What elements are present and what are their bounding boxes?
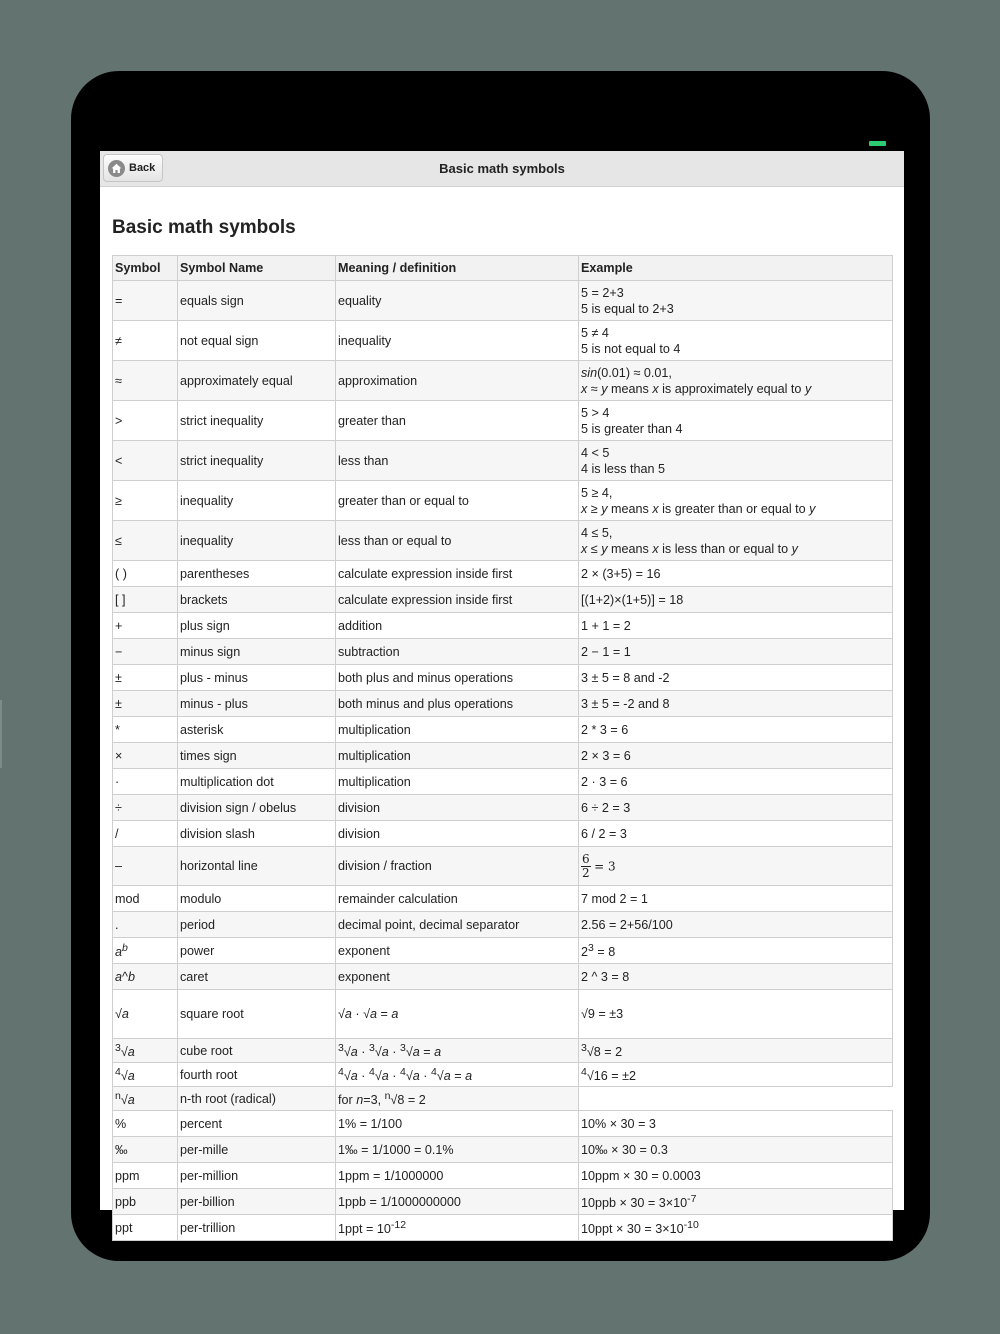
back-button-label: Back [129,162,156,174]
symbol-name-cell: per-billion [178,1189,336,1215]
table-row [113,717,893,743]
symbol-cell: ≥ [113,481,178,521]
table-body [113,281,893,1241]
symbol-name-cell: approximately equal [178,361,336,401]
navigation-bar [100,151,904,187]
example-cell [579,1087,893,1111]
symbol-cell: + [113,613,178,639]
meaning-cell: less than [336,441,579,481]
table-row [113,639,893,665]
table-row [113,1163,893,1189]
symbol-cell: $^3$√a [113,1039,178,1063]
symbol-cell: · [113,769,178,795]
example-cell: $10ppt \times 30 = 3\times 10^{-10}$ [579,1215,893,1241]
example-cell: $^4$√16 = ±2 [579,1063,893,1087]
symbol-cell: ÷ [113,795,178,821]
example-cell: 5 > 4 5 is greater than 4 [579,401,893,441]
symbol-cell: ppm [113,1163,178,1189]
table-row [113,441,893,481]
example-cell: $2^3 = 8$ [579,938,893,964]
main-content [112,187,892,1241]
table-row [113,1063,893,1087]
symbol-cell: $^4$√a [113,1063,178,1087]
example-cell: 10‰ × 30 = 0.3 [579,1137,893,1163]
symbol-name-cell: plus - minus [178,665,336,691]
fraction-denominator: 2 [582,865,590,880]
symbol-name-cell: strict inequality [178,441,336,481]
symbol-name-cell: division sign / obelus [178,795,336,821]
symbol-cell: ± [113,691,178,717]
table-row [113,521,893,561]
symbol-name-cell: caret [178,964,336,990]
column-header-symbol-name: Symbol Name [178,256,336,281]
table-row [113,1111,893,1137]
column-header-meaning: Meaning / definition [336,256,579,281]
table-row [113,795,893,821]
navbar-title: Basic math symbols [439,161,565,176]
symbol-cell: ≈ [113,361,178,401]
symbol-name-cell: per-mille [178,1137,336,1163]
meaning-cell: √a · √a = a [336,990,579,1039]
table-header-row [113,256,893,281]
table-row [113,886,893,912]
symbol-cell: = [113,281,178,321]
example-cell [579,847,893,886]
example-cell: $10ppb \times 30 = 3\times 10^{-7}$ [579,1189,893,1215]
symbol-cell: √a [113,990,178,1039]
symbol-name-cell: fourth root [178,1063,336,1087]
status-indicator [869,141,886,146]
meaning-cell: 1ppb = 1/1000000000 [336,1189,579,1215]
table-row [113,938,893,964]
meaning-cell: approximation [336,361,579,401]
table-row [113,990,893,1039]
symbol-cell: ( ) [113,561,178,587]
symbol-cell: a^b [113,964,178,990]
symbol-name-cell: cube root [178,1039,336,1063]
symbol-cell: / [113,821,178,847]
edge-nub [0,700,2,768]
example-cell: 2 × (3+5) = 16 [579,561,893,587]
meaning-cell: 1% = 1/100 [336,1111,579,1137]
example-cell: 6 / 2 = 3 [579,821,893,847]
meaning-cell: multiplication [336,717,579,743]
meaning-cell: equality [336,281,579,321]
symbol-name-cell: brackets [178,587,336,613]
symbol-cell: $a^b$ [113,938,178,964]
table-row [113,691,893,717]
example-cell: 1 + 1 = 2 [579,613,893,639]
meaning-cell: multiplication [336,769,579,795]
table-row [113,361,893,401]
example-cell: 3 ± 5 = -2 and 8 [579,691,893,717]
symbol-name-cell: modulo [178,886,336,912]
symbol-name-cell: percent [178,1111,336,1137]
meaning-cell: addition [336,613,579,639]
symbol-cell: < [113,441,178,481]
example-cell: 2.56 = 2+56/100 [579,912,893,938]
table-row [113,1087,893,1111]
symbol-cell: – [113,847,178,886]
table-row [113,561,893,587]
table-row [113,743,893,769]
meaning-cell: multiplication [336,743,579,769]
example-cell: 10% × 30 = 3 [579,1111,893,1137]
symbol-name-cell: period [178,912,336,938]
example-cell: 4 ≤ 5, x ≤ y means x is less than or equal to y [579,521,893,561]
symbol-name-cell: per-million [178,1163,336,1189]
example-cell: 10ppm × 30 = 0.0003 [579,1163,893,1189]
symbol-cell: ppb [113,1189,178,1215]
example-cell: 4 < 5 4 is less than 5 [579,441,893,481]
meaning-cell: greater than [336,401,579,441]
fraction [581,853,591,880]
meaning-cell: calculate expression inside first [336,561,579,587]
table-row [113,821,893,847]
symbol-name-cell: strict inequality [178,401,336,441]
symbol-cell: [ ] [113,587,178,613]
table-row [113,665,893,691]
example-cell: [(1+2)×(1+5)] = 18 [579,587,893,613]
meaning-cell: decimal point, decimal separator [336,912,579,938]
meaning-cell: division [336,821,579,847]
meaning-cell: for n=3, $^n$√8 = 2 [336,1087,579,1111]
fraction-numerator: 6 [582,851,590,866]
table-row [113,847,893,886]
fraction-result: = 3 [594,859,616,873]
symbol-name-cell: division slash [178,821,336,847]
example-cell: 2 * 3 = 6 [579,717,893,743]
table-row [113,321,893,361]
table-row [113,769,893,795]
table-row [113,1189,893,1215]
table-row [113,401,893,441]
example-cell: 6 ÷ 2 = 3 [579,795,893,821]
symbol-cell: . [113,912,178,938]
table-row [113,912,893,938]
example-cell: √9 = ±3 [579,990,893,1039]
symbol-name-cell: n-th root (radical) [178,1087,336,1111]
meaning-cell: exponent [336,964,579,990]
symbol-name-cell: horizontal line [178,847,336,886]
meaning-cell: 1‰ = 1/1000 = 0.1% [336,1137,579,1163]
table-row [113,964,893,990]
example-cell: 2 ^ 3 = 8 [579,964,893,990]
example-cell: 2 − 1 = 1 [579,639,893,665]
meaning-cell: exponent [336,938,579,964]
column-header-example: Example [579,256,893,281]
example-cell: 2 × 3 = 6 [579,743,893,769]
meaning-cell: division / fraction [336,847,579,886]
symbol-name-cell: per-trillion [178,1215,336,1241]
symbol-cell: $^n$√a [113,1087,178,1111]
symbol-cell: % [113,1111,178,1137]
symbol-name-cell: minus - plus [178,691,336,717]
meaning-cell: inequality [336,321,579,361]
meaning-cell: division [336,795,579,821]
symbol-name-cell: minus sign [178,639,336,665]
table-row [113,1215,893,1241]
symbol-name-cell: asterisk [178,717,336,743]
example-cell: $^3$√8 = 2 [579,1039,893,1063]
symbol-name-cell: inequality [178,481,336,521]
table-row [113,481,893,521]
example-cell: 5 ≠ 4 5 is not equal to 4 [579,321,893,361]
meaning-cell: $^4$√a · $^4$√a · $^4$√a · $^4$√a = a [336,1063,579,1087]
meaning-cell: less than or equal to [336,521,579,561]
symbol-cell: mod [113,886,178,912]
page-title: Basic math symbols [112,217,296,238]
meaning-cell: $1ppt = 10^{-12}$ [336,1215,579,1241]
example-cell: 5 ≥ 4, x ≥ y means x is greater than or equal to y [579,481,893,521]
symbol-cell: × [113,743,178,769]
meaning-cell: $^3$√a · $^3$√a · $^3$√a = a [336,1039,579,1063]
symbol-cell: * [113,717,178,743]
symbol-cell: ± [113,665,178,691]
symbol-cell: ≤ [113,521,178,561]
example-cell: 3 ± 5 = 8 and -2 [579,665,893,691]
symbol-cell: ≠ [113,321,178,361]
meaning-cell: calculate expression inside first [336,587,579,613]
table-row [113,587,893,613]
symbol-name-cell: multiplication dot [178,769,336,795]
symbol-name-cell: not equal sign [178,321,336,361]
symbol-name-cell: square root [178,990,336,1039]
column-header-symbol: Symbol [113,256,178,281]
symbol-cell: ‰ [113,1137,178,1163]
meaning-cell: remainder calculation [336,886,579,912]
table-row [113,281,893,321]
meaning-cell: greater than or equal to [336,481,579,521]
table-row [113,613,893,639]
symbol-cell: − [113,639,178,665]
symbol-name-cell: parentheses [178,561,336,587]
meaning-cell: both plus and minus operations [336,665,579,691]
example-cell: sin(0.01) ≈ 0.01, x ≈ y means x is approximately equal to y [579,361,893,401]
symbol-name-cell: equals sign [178,281,336,321]
example-cell: 7 mod 2 = 1 [579,886,893,912]
symbol-name-cell: plus sign [178,613,336,639]
symbol-cell: ppt [113,1215,178,1241]
meaning-cell: 1ppm = 1/1000000 [336,1163,579,1189]
example-cell: 2 · 3 = 6 [579,769,893,795]
table-row [113,1137,893,1163]
table-row [113,1039,893,1063]
symbol-name-cell: inequality [178,521,336,561]
meaning-cell: subtraction [336,639,579,665]
symbol-cell: > [113,401,178,441]
app-screen [100,151,904,1237]
example-cell: 5 = 2+3 5 is equal to 2+3 [579,281,893,321]
meaning-cell: both minus and plus operations [336,691,579,717]
math-symbols-table [112,255,893,1241]
symbol-name-cell: power [178,938,336,964]
symbol-name-cell: times sign [178,743,336,769]
